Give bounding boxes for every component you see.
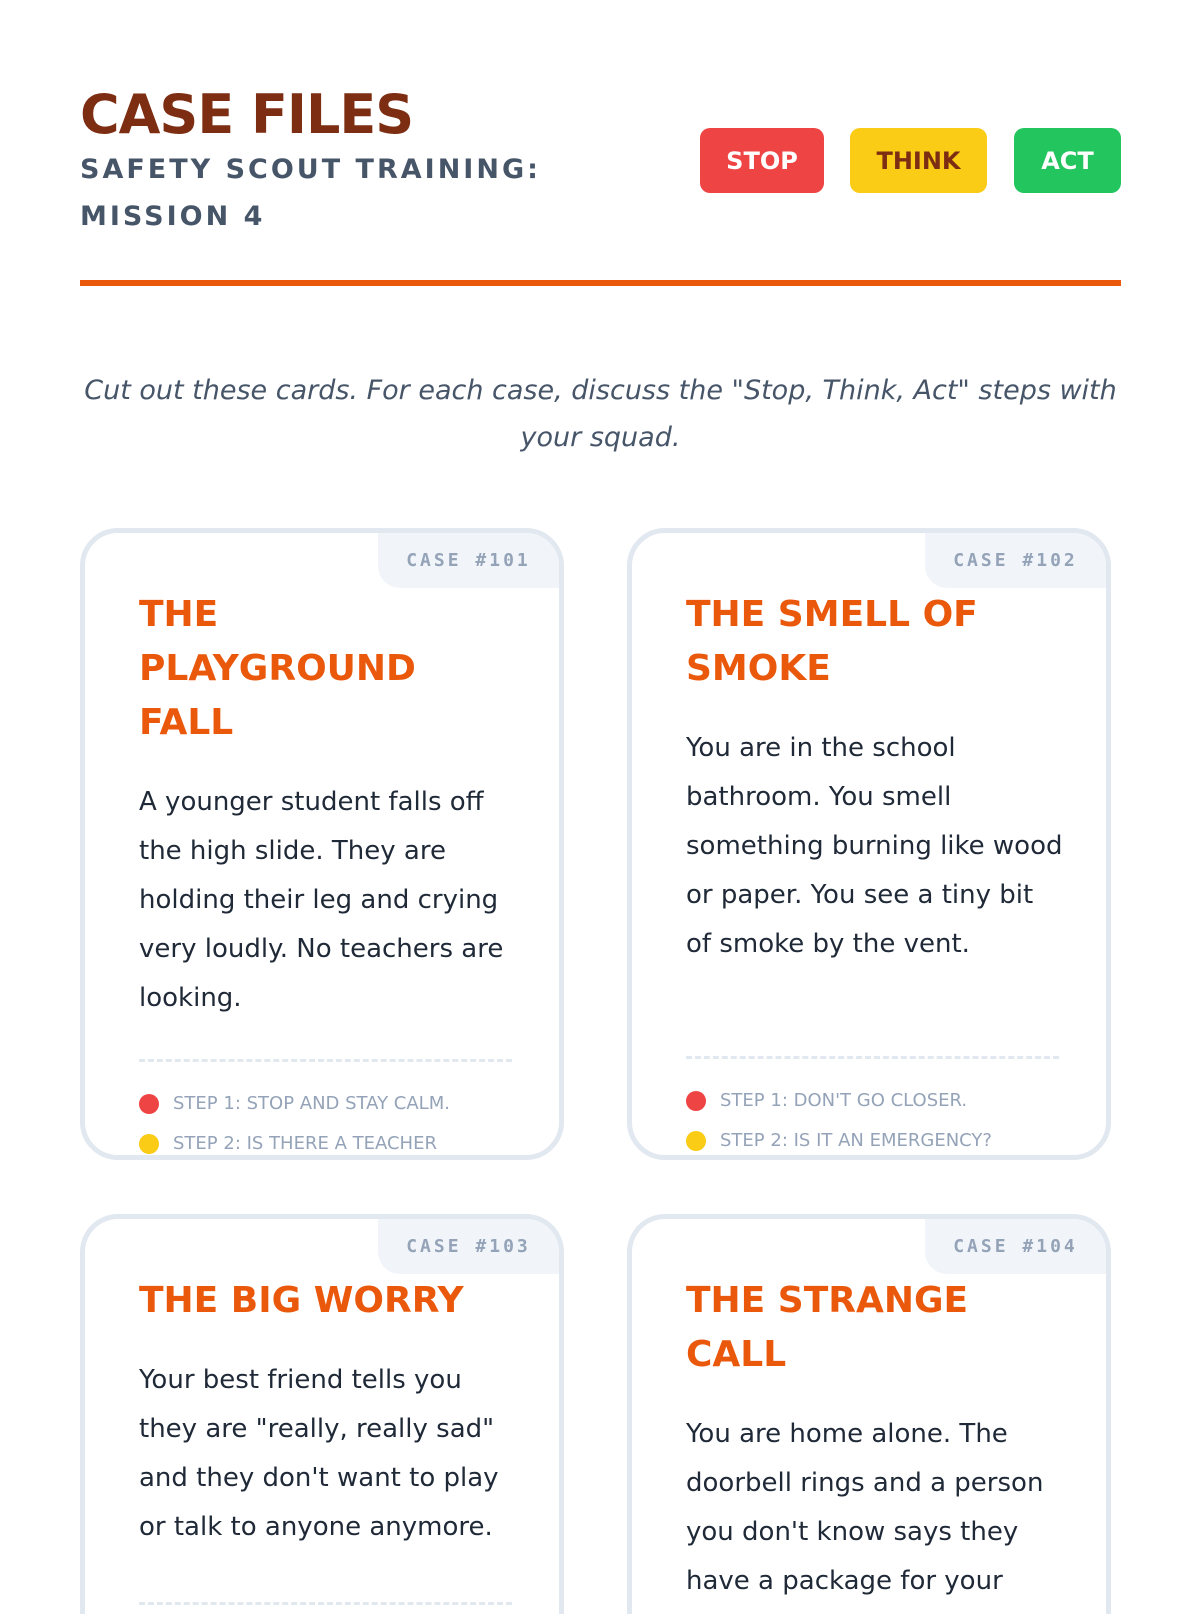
case-card-101	[80, 528, 564, 1160]
case-title: THE SMELL OF SMOKE	[686, 594, 978, 689]
header-divider	[80, 280, 1121, 286]
card-divider	[139, 1059, 512, 1062]
case-number-badge: CASE #102	[925, 533, 1106, 588]
page-title: CASE FILES	[80, 83, 414, 146]
case-number-badge: CASE #101	[378, 533, 559, 588]
step-label: STEP 2: IS IT AN EMERGENCY?	[720, 1130, 992, 1151]
red-dot-icon	[686, 1091, 706, 1111]
card-divider	[139, 1602, 512, 1605]
case-card-104	[627, 1214, 1111, 1614]
card-divider	[686, 1056, 1059, 1059]
act-badge: ACT	[1014, 128, 1121, 193]
case-number-badge: CASE #103	[378, 1219, 559, 1274]
step-label: STEP 2: IS THERE A TEACHER	[173, 1133, 437, 1154]
step-item	[139, 1132, 437, 1156]
case-title: THE PLAYGROUND FALL	[139, 594, 416, 743]
instructions-text: Cut out these cards. For each case, discuss the "Stop, Think, Act" steps with your squad.	[84, 375, 1117, 453]
case-card-102	[627, 528, 1111, 1160]
step-label: STEP 1: DON'T GO CLOSER.	[720, 1090, 968, 1111]
page-subtitle: SAFETY SCOUT TRAINING: MISSION 4	[80, 154, 541, 232]
step-item	[686, 1089, 967, 1113]
yellow-dot-icon	[686, 1131, 706, 1151]
step-item	[139, 1092, 450, 1116]
case-number-badge: CASE #104	[925, 1219, 1106, 1274]
case-title: THE STRANGE CALL	[686, 1280, 969, 1375]
stop-badge: STOP	[700, 128, 824, 193]
think-badge: THINK	[850, 128, 987, 193]
case-description: A younger student falls off the high slide. They are holding their leg and crying very loudly. No teachers are looking.	[139, 787, 504, 1013]
yellow-dot-icon	[139, 1134, 159, 1154]
step-label: STEP 1: STOP AND STAY CALM.	[173, 1093, 450, 1114]
step-item	[686, 1129, 992, 1153]
case-title: THE BIG WORRY	[139, 1280, 464, 1321]
case-card-103	[80, 1214, 564, 1614]
case-description: You are home alone. The doorbell rings and a person you don't know says they have a package for your	[686, 1419, 1044, 1596]
red-dot-icon	[139, 1094, 159, 1114]
case-description: Your best friend tells you they are "really, really sad" and they don't want to play or talk to anyone anymore.	[139, 1365, 499, 1542]
case-description: You are in the school bathroom. You smell something burning like wood or paper. You see a tiny bit of smoke by the vent.	[686, 733, 1063, 959]
